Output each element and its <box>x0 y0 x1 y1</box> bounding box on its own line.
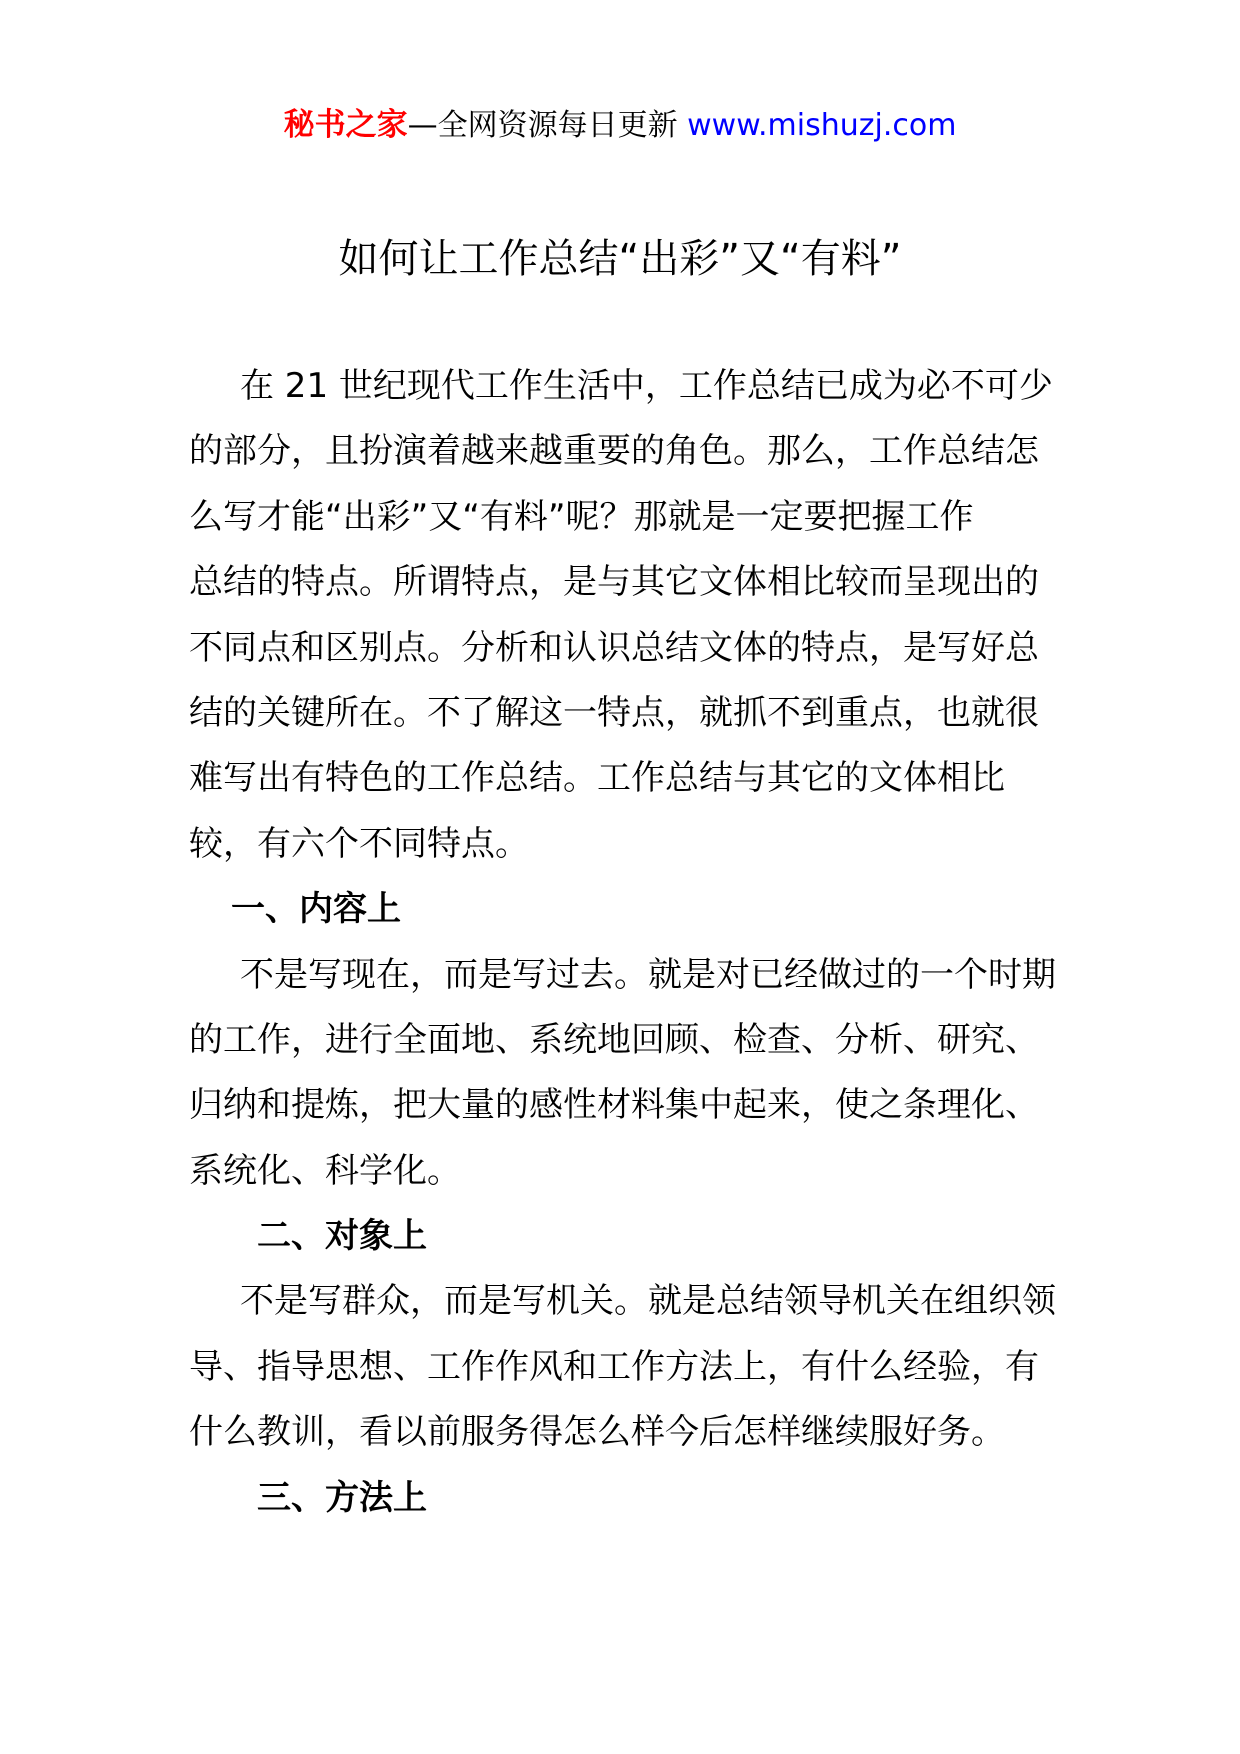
site-brand: 秘书之家 <box>283 107 408 143</box>
page-header <box>0 105 1240 145</box>
paragraph-line: 总结的特点。所谓特点，是与其它文体相比较而呈现出的 <box>189 562 1039 603</box>
paragraph-line: 的部分，且扮演着越来越重要的角色。那么，工作总结怎 <box>189 431 1039 472</box>
paragraph-line: 不是写群众，而是写机关。就是总结领导机关在组织领 <box>240 1281 1056 1322</box>
site-url: www.mishuzj.com <box>687 108 957 143</box>
paragraph-line: 结的关键所在。不了解这一特点，就抓不到重点，也就很 <box>189 692 1039 733</box>
section-paragraph <box>189 943 1089 1205</box>
document-title: 如何让工作总结“出彩”又“有料” <box>338 236 902 282</box>
document-body <box>189 354 1089 1531</box>
paragraph-line: 难写出有特色的工作总结。工作总结与其它的文体相比 <box>189 758 1005 799</box>
site-tagline: —全网资源每日更新 <box>407 108 688 143</box>
paragraph-line: 导、指导思想、工作作风和工作方法上，有什么经验，有 <box>189 1346 1039 1387</box>
paragraph-line: 不同点和区别点。分析和认识总结文体的特点，是写好总 <box>189 627 1039 668</box>
paragraph-line: 归纳和提炼，把大量的感性材料集中起来，使之条理化、 <box>189 1085 1039 1126</box>
paragraph-line: 什么教训，看以前服务得怎么样今后怎样继续服好务。 <box>189 1412 1005 1453</box>
section-heading: 二、对象上 <box>257 1216 427 1257</box>
section-heading: 一、内容上 <box>231 889 401 930</box>
section-paragraph <box>189 1269 1089 1465</box>
paragraph-line: 较，有六个不同特点。 <box>189 823 529 864</box>
paragraph-line: 在 21 世纪现代工作生活中，工作总结已成为必不可少 <box>240 366 1053 406</box>
paragraph-line: 不是写现在，而是写过去。就是对已经做过的一个时期 <box>240 954 1056 995</box>
paragraph-line: 么写才能“出彩”又“有料”呢？那就是一定要把握工作 <box>189 496 974 537</box>
paragraph-line: 系统化、科学化。 <box>189 1150 461 1191</box>
paragraph-line: 的工作，进行全面地、系统地回顾、检查、分析、研究、 <box>189 1019 1039 1060</box>
intro-paragraph <box>189 354 1089 877</box>
section-heading: 三、方法上 <box>257 1477 427 1518</box>
